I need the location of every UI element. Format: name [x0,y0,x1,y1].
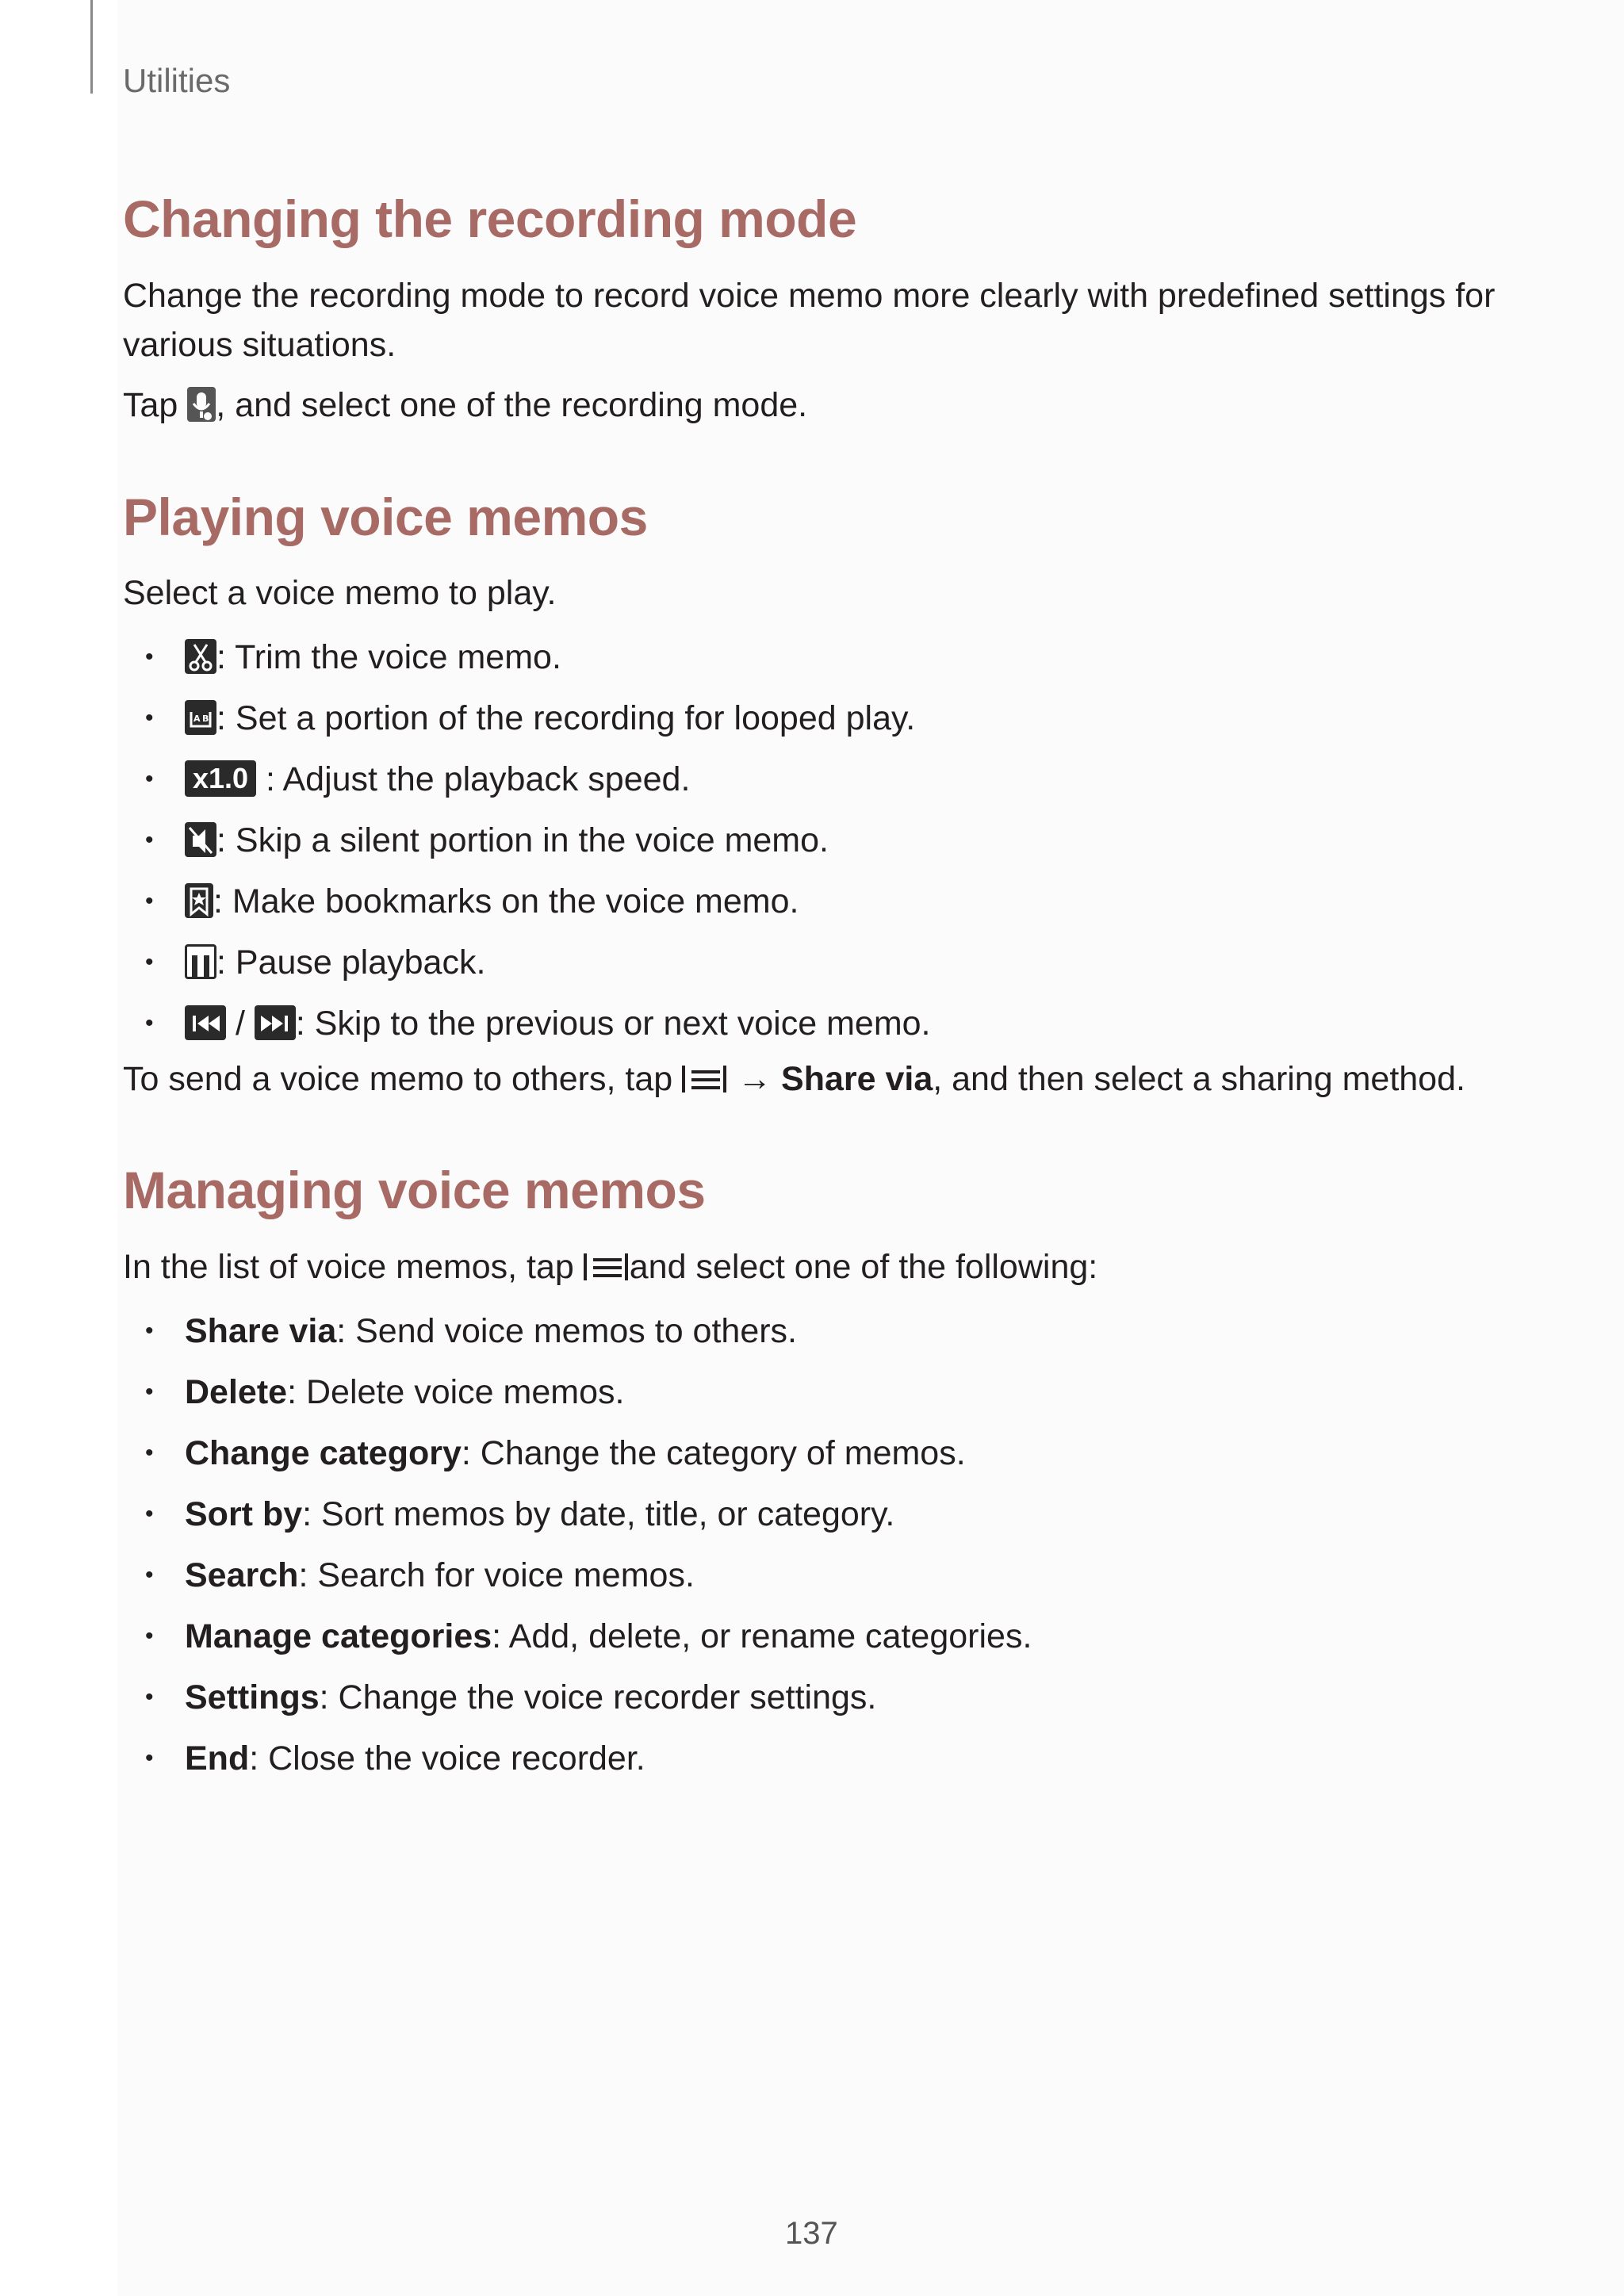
previous-track-icon[interactable] [185,1005,226,1040]
bullet-dot: • [145,1684,154,1710]
option-label: Sort by [185,1495,303,1533]
share-via-label: Share via [781,1060,933,1098]
option-label: Change category [185,1434,462,1472]
prev-next-desc: : Skip to the previous or next voice memo. [295,1004,931,1043]
managing-intro-suffix: and select one of the following: [629,1248,1098,1286]
trim-desc: : Trim the voice memo. [216,638,561,676]
paragraph-recording-mode-line1: Change the recording mode to record voice memo more clearly with predefined settings for [123,277,1496,315]
menu-icon[interactable] [584,1250,630,1282]
paragraph-tap-recording-mode [123,381,807,430]
bullet-dot: • [145,1318,154,1344]
managing-intro [123,1242,1097,1292]
option-label: End [185,1739,250,1777]
skip-silence-icon[interactable] [185,822,216,857]
bullet-dot: • [145,1010,154,1036]
next-track-icon[interactable] [255,1005,296,1040]
bookmark-desc: : Make bookmarks on the voice memo. [213,882,799,920]
svg-text:B: B [202,713,209,724]
bullet-dot: • [145,1440,154,1466]
option-desc: : Search for voice memos. [298,1556,695,1594]
bullet-dot: • [145,1623,154,1649]
bullet-dot: • [145,1379,154,1405]
bullet-dot: • [145,1745,154,1771]
share-arrow: → [737,1060,772,1098]
ab-repeat-icon[interactable] [185,700,216,735]
option-desc: : Change the category of memos. [461,1434,966,1472]
bullet-dot: • [145,949,154,975]
option-label: Delete [185,1373,288,1411]
bullet-dot: • [145,644,154,670]
bullet-dot: • [145,766,154,792]
speed-desc: : Adjust the playback speed. [265,760,691,798]
bullet-dot: • [145,827,154,853]
option-label: Settings [185,1678,320,1716]
bullet-dot: • [145,1501,154,1527]
option-desc: : Delete voice memos. [287,1373,625,1411]
share-prefix: To send a voice memo to others, tap [123,1060,673,1098]
bullet-dot: • [145,1562,154,1588]
select-mode-text: , and select one of the recording mode. [216,386,808,424]
option-desc: : Add, delete, or rename categories. [492,1617,1032,1655]
heading-changing-recording-mode: Changing the recording mode [123,189,857,248]
managing-intro-prefix: In the list of voice memos, tap [123,1248,574,1286]
paragraph-recording-mode-line2: various situations. [123,326,396,364]
skip-silence-desc: : Skip a silent portion in the voice memo. [216,821,829,859]
menu-icon[interactable] [682,1062,728,1094]
option-label: Share via [185,1312,337,1350]
bullet-dot: • [145,888,154,914]
repeat-desc: : Set a portion of the recording for looped play. [216,699,916,737]
microphone-settings-icon [187,387,216,422]
prev-next-separator: / [235,1004,245,1043]
page-number: 137 [785,2216,838,2251]
option-desc: : Sort memos by date, title, or category. [302,1495,895,1533]
pause-icon[interactable] [185,944,216,979]
scissors-icon[interactable] [185,639,216,674]
heading-playing-voice-memos: Playing voice memos [123,488,648,546]
section-header: Utilities [123,62,231,99]
option-label: Search [185,1556,299,1594]
option-desc: : Send voice memos to others. [336,1312,798,1350]
pause-desc: : Pause playback. [216,943,486,982]
tap-text: Tap [123,386,178,424]
bullet-dot: • [145,705,154,731]
option-desc: : Close the voice recorder. [249,1739,645,1777]
playing-intro: Select a voice memo to play. [123,574,557,612]
option-label: Manage categories [185,1617,492,1655]
share-instruction [123,1054,1465,1104]
header-rule [90,0,93,94]
svg-text:A: A [193,713,201,724]
bookmark-star-icon[interactable] [185,883,213,918]
share-suffix: , and then select a sharing method. [933,1060,1465,1098]
heading-managing-voice-memos: Managing voice memos [123,1161,706,1219]
playback-speed-icon[interactable]: x1.0 [185,760,256,797]
option-desc: : Change the voice recorder settings. [319,1678,877,1716]
